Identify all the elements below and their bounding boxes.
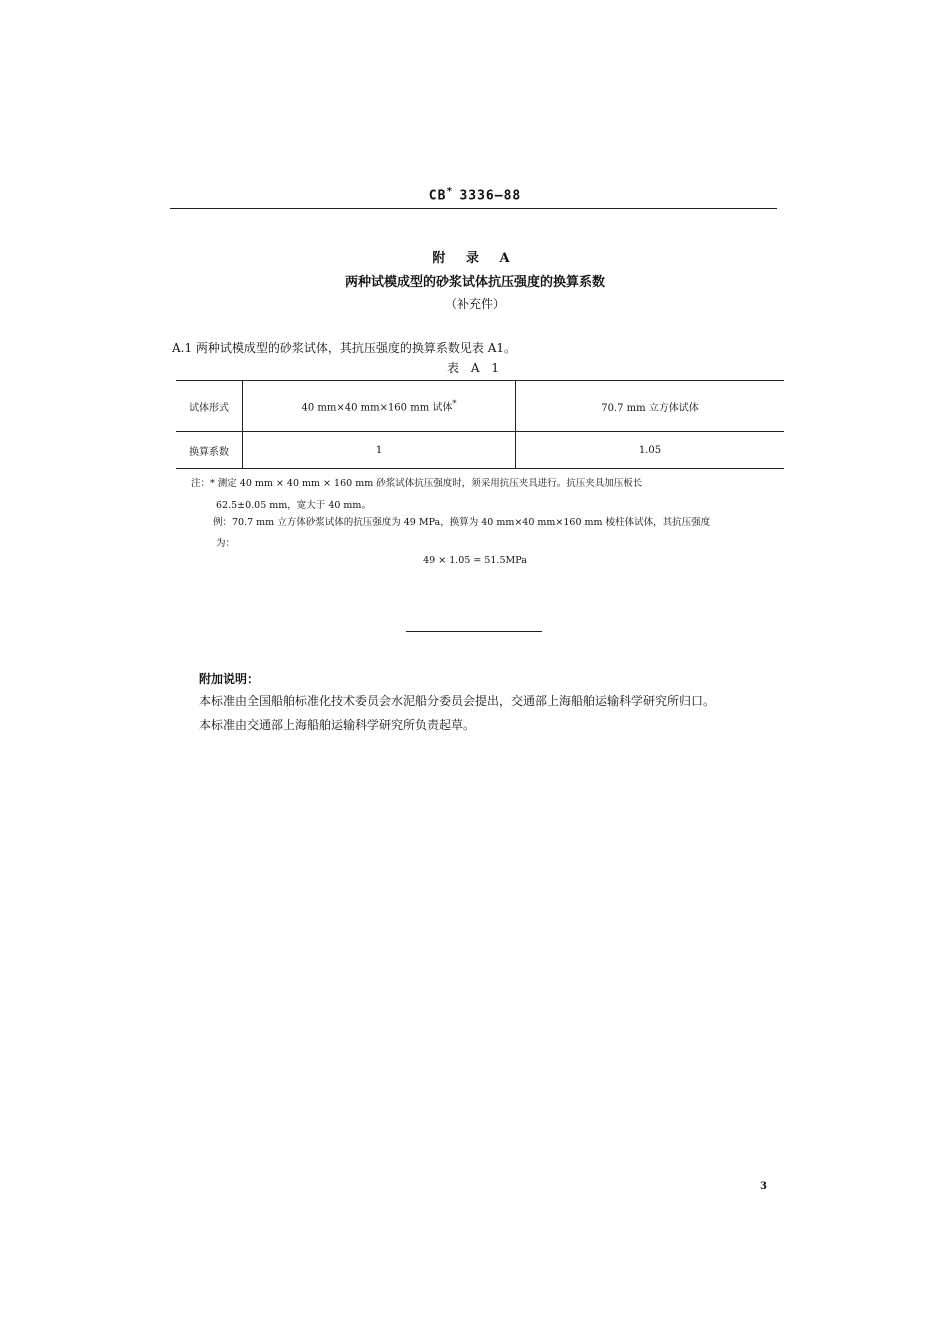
clause-a1: A.1 两种试模成型的砂浆试体，其抗压强度的换算系数见表 A1。 [172,341,517,355]
cell-prism [243,381,516,432]
example-line-2: 为： [216,538,236,549]
cell-cube: 70.7 mm 立方体试体 [516,381,785,432]
table-row [176,432,784,469]
cell-cube-factor: 1.05 [516,432,785,469]
table-caption: 表 A 1 [447,361,503,375]
row-label: 试体形式 [176,381,243,432]
additional-line-1: 本标准由全国船舶标准化技术委员会水泥船分委员会提出，交通部上海船舶运输科学研究所归口。 [199,694,716,708]
cell-prism-factor: 1 [243,432,516,469]
standard-star: * [446,186,454,197]
standard-number: 3336—88 [459,188,522,204]
standard-code [0,186,950,203]
additional-line-2: 本标准由交通部上海船舶运输科学研究所负责起草。 [199,718,476,732]
page-number: 3 [760,1181,767,1192]
note-line-2: 62.5±0.05 mm，宽大于 40 mm。 [216,500,371,511]
appendix-note: （补充件） [444,297,505,311]
additional-heading: 附加说明： [199,672,260,686]
appendix-subtitle: 两种试模成型的砂浆试体抗压强度的换算系数 [344,275,605,290]
formula: 49 × 1.05 = 51.5MPa [423,555,527,566]
appendix-title: 附 录 A [432,251,518,266]
header-rule [170,208,777,209]
note-line-1: 注：* 测定 40 mm × 40 mm × 160 mm 砂浆试体抗压强度时，须采用抗压夹具进行。抗压夹具加压板长 [191,478,643,489]
conversion-table [176,380,784,469]
standard-prefix: CB [428,188,447,204]
cell-prism-text: 40 mm×40 mm×160 mm 试体 [301,402,453,414]
example-line-1: 例：70.7 mm 立方体砂浆试体的抗压强度为 49 MPa，换算为 40 mm×40 mm×160 mm 棱柱体试体，其抗压强度 [213,517,711,528]
end-rule [406,631,542,632]
footnote-mark: * [452,398,457,409]
row-label: 换算系数 [189,446,229,458]
table-row [176,381,784,432]
